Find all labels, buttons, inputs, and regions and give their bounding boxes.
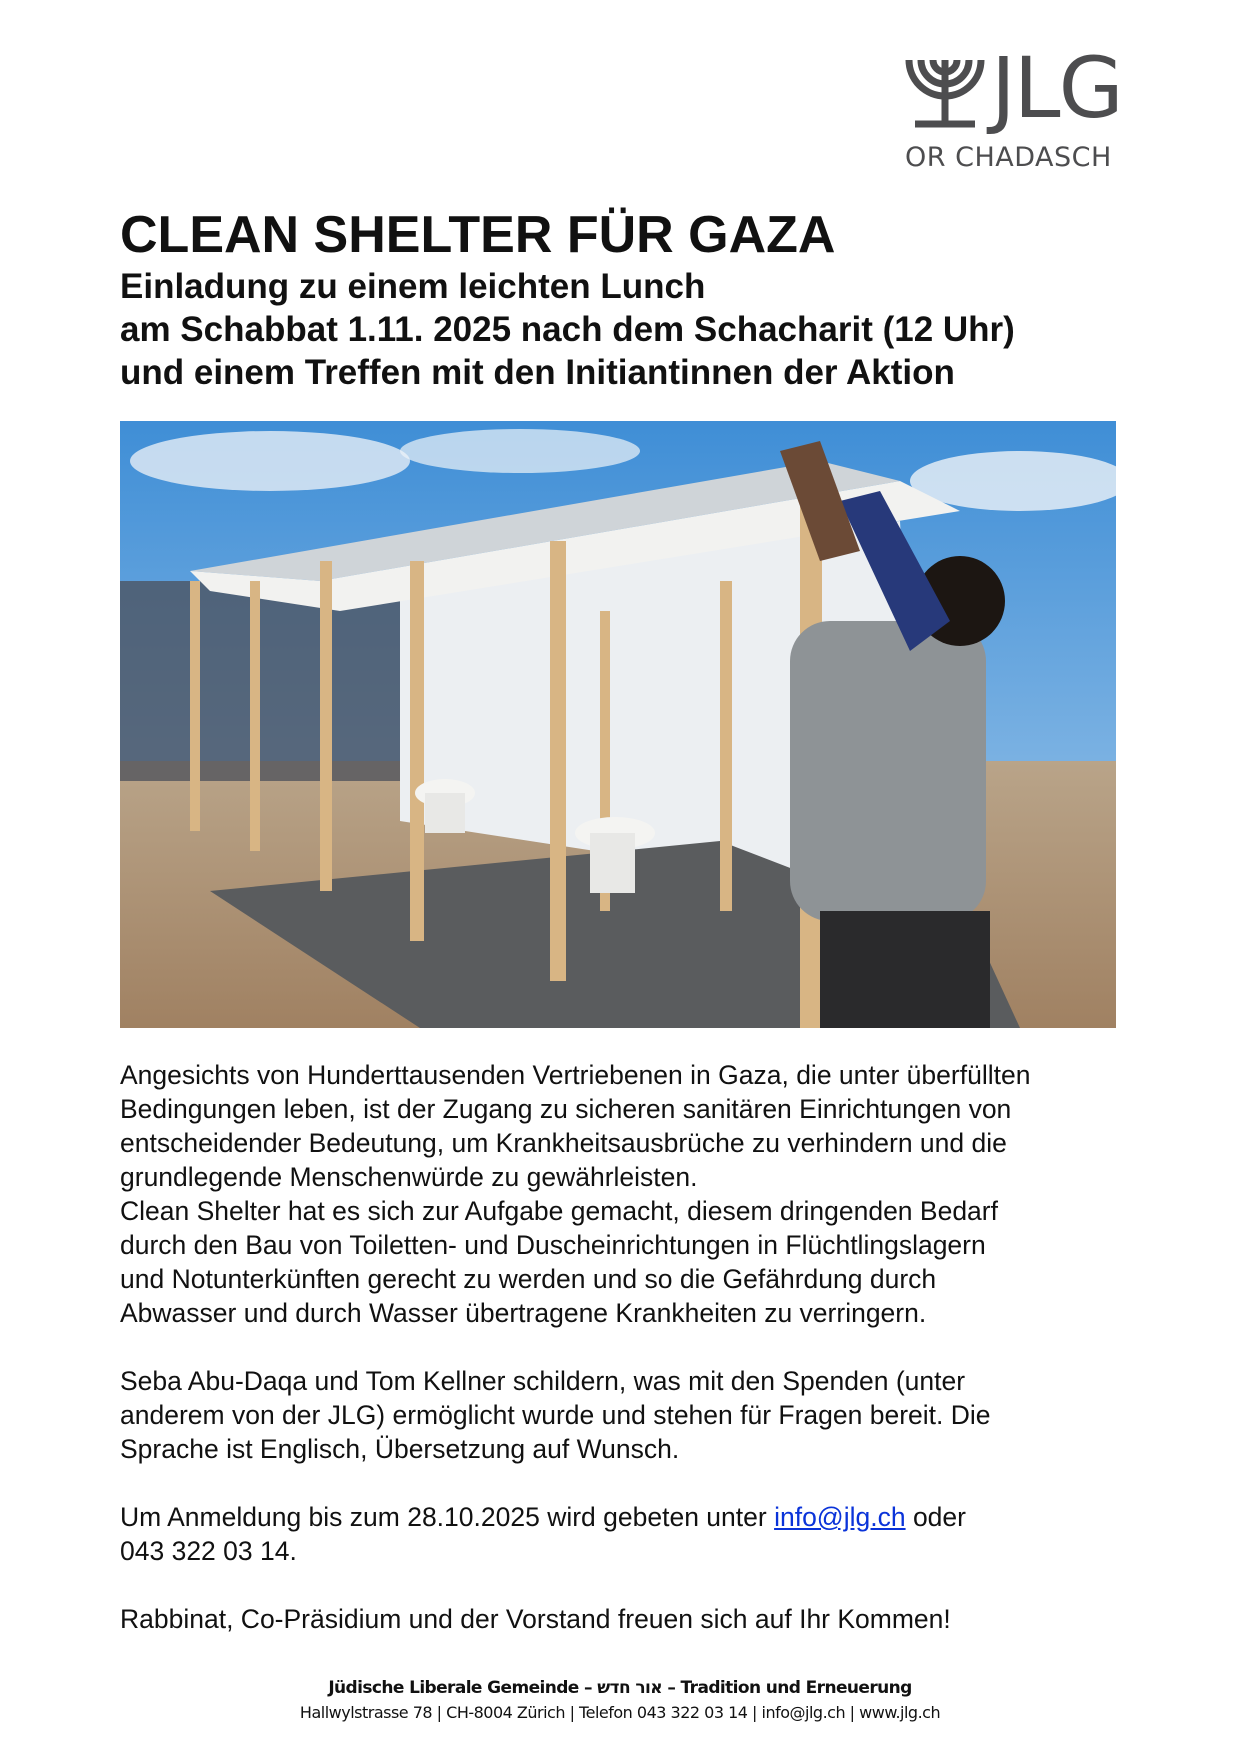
menorah-icon bbox=[905, 58, 985, 130]
footer bbox=[0, 1678, 1240, 1722]
text-line: Angesichts von Hunderttausenden Vertriebenen in Gaza, die unter überfüllten bbox=[120, 1060, 1031, 1090]
text-line: Seba Abu-Daqa und Tom Kellner schildern, was mit den Spenden (unter bbox=[120, 1366, 966, 1396]
text-line: Rabbinat, Co-Präsidium und der Vorstand freuen sich auf Ihr Kommen! bbox=[120, 1604, 951, 1634]
logo-subtitle: OR CHADASCH bbox=[905, 142, 1112, 173]
text-line bbox=[120, 1500, 1030, 1534]
paragraph-intro bbox=[120, 1058, 1030, 1330]
paragraph-registration bbox=[120, 1500, 1030, 1568]
page-title: CLEAN SHELTER FÜR GAZA bbox=[120, 206, 836, 264]
subtitle-line: Einladung zu einem leichten Lunch bbox=[120, 267, 706, 306]
email-link[interactable]: info@jlg.ch bbox=[774, 1502, 906, 1532]
subtitle bbox=[120, 265, 1015, 394]
footer-contact: Hallwylstrasse 78 | CH-8004 Zürich | Telefon 043 322 03 14 | info@jlg.ch | www.jlg.ch bbox=[299, 1703, 941, 1722]
shelter-construction-photo bbox=[120, 421, 1116, 1028]
text-line: Clean Shelter hat es sich zur Aufgabe gemacht, diesem dringenden Bedarf bbox=[120, 1196, 998, 1226]
subtitle-line: am Schabbat 1.11. 2025 nach dem Schacharit (12 Uhr) bbox=[120, 310, 1015, 349]
paragraph-speakers bbox=[120, 1364, 1030, 1466]
body-text bbox=[120, 1058, 1030, 1670]
jlg-logo bbox=[905, 39, 1130, 173]
text-line: anderem von der JLG) ermöglicht wurde und stehen für Fragen bereit. Die bbox=[120, 1400, 991, 1430]
subtitle-line: und einem Treffen mit den Initiantinnen der Aktion bbox=[120, 353, 955, 392]
text-line: und Notunterkünften gerecht zu werden und so die Gefährdung durch bbox=[120, 1264, 937, 1294]
text-line: grundlegende Menschenwürde zu gewährleisten. bbox=[120, 1162, 698, 1192]
text: Um Anmeldung bis zum 28.10.2025 wird gebeten unter bbox=[120, 1502, 775, 1532]
text-line: Sprache ist Englisch, Übersetzung auf Wunsch. bbox=[120, 1434, 680, 1464]
text-line: durch den Bau von Toiletten- und Duscheinrichtungen in Flüchtlingslagern bbox=[120, 1230, 986, 1260]
text-line: 043 322 03 14. bbox=[120, 1536, 297, 1566]
logo-wordmark: JLG bbox=[991, 39, 1122, 137]
text-line: entscheidender Bedeutung, um Krankheitsausbrüche zu verhindern und die bbox=[120, 1128, 1007, 1158]
text-line: Abwasser und durch Wasser übertragene Krankheiten zu verringern. bbox=[120, 1298, 927, 1328]
footer-tagline: Jüdische Liberale Gemeinde – אור חדש – Tradition und Erneuerung bbox=[328, 1678, 912, 1698]
paragraph-closing bbox=[120, 1602, 1030, 1636]
text: oder bbox=[905, 1502, 966, 1532]
text-line: Bedingungen leben, ist der Zugang zu sicheren sanitären Einrichtungen von bbox=[120, 1094, 1012, 1124]
